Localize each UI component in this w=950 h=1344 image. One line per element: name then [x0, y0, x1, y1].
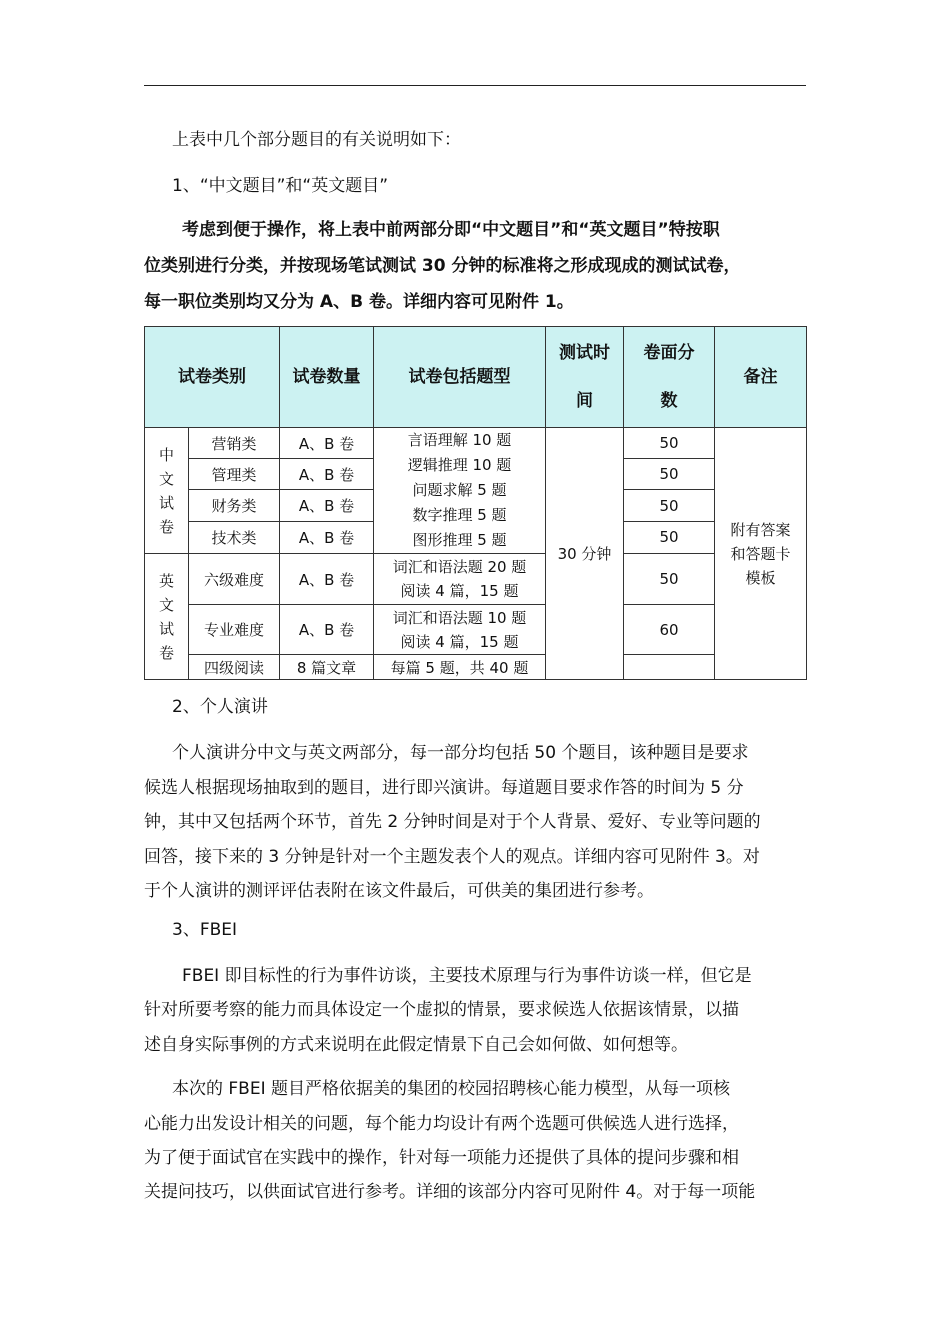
cell-cat: 技术类	[189, 521, 280, 553]
note-text: 附有答案和答题卡模板	[730, 520, 791, 587]
section-3-p1-line-2: 针对所要考察的能力而具体设定一个虚拟的情景，要求候选人依据该情景，以描	[144, 1000, 739, 1020]
cn-qtype: 言语理解 10 题	[407, 431, 512, 449]
section-2-title: 2、个人演讲	[172, 697, 268, 717]
cell-score: 50	[624, 490, 715, 521]
section-2-line-1: 个人演讲分中文与英文两部分，每一部分均包括 50 个题目，该种题目是要求	[172, 743, 749, 763]
group-cn-text: 中文试卷	[158, 445, 174, 536]
cell-score: 60	[624, 605, 715, 655]
table-row	[145, 655, 807, 680]
intro-text: 上表中几个部分题目的有关说明如下：	[172, 130, 461, 150]
header-rule	[144, 85, 806, 86]
cn-qtype: 图形推理 5 题	[412, 531, 507, 549]
cell-cat: 管理类	[189, 459, 280, 490]
header-time-text: 测试时间	[559, 343, 610, 411]
cell-count: A、B 卷	[280, 554, 374, 605]
en-qtype: 词汇和语法题 20 题	[392, 558, 527, 576]
header-count: 试卷数量	[280, 327, 374, 428]
cell-note	[715, 428, 807, 680]
section-1-line-3: 每一职位类别均又分为 A、B 卷。详细内容可见附件 1。	[144, 292, 574, 312]
header-qtypes: 试卷包括题型	[374, 327, 546, 428]
group-cn	[145, 428, 189, 554]
section-1-line-2: 位类别进行分类，并按现场笔试测试 30 分钟的标准将之形成现成的测试试卷，	[144, 256, 741, 276]
cell-score: 50	[624, 554, 715, 605]
cell-cat: 六级难度	[189, 554, 280, 605]
cn-qtype: 问题求解 5 题	[412, 481, 507, 499]
cell-count: A、B 卷	[280, 459, 374, 490]
section-3-title: 3、FBEI	[172, 920, 238, 940]
en-qtype: 词汇和语法题 10 题	[392, 608, 527, 627]
section-3-p2-line-1: 本次的 FBEI 题目严格依据美的集团的校园招聘核心能力模型，从每一项核	[172, 1079, 731, 1099]
section-1-title: 1、“中文题目”和“英文题目”	[172, 176, 389, 196]
table-row	[145, 428, 807, 459]
cell-count: A、B 卷	[280, 605, 374, 655]
section-3-p2-line-2: 心能力出发设计相关的问题，每个能力均设计有两个选题可供候选人进行选择，	[144, 1114, 739, 1134]
cell-qtypes	[374, 605, 546, 655]
cell-score: 50	[624, 459, 715, 490]
section-2-line-2: 候选人根据现场抽取到的题目，进行即兴演讲。每道题目要求作答的时间为 5 分	[144, 778, 744, 798]
cell-count: A、B 卷	[280, 490, 374, 521]
header-score-text: 卷面分数	[643, 343, 695, 411]
cell-count: A、B 卷	[280, 521, 374, 553]
table-row	[145, 605, 807, 655]
group-en-text: 英文试卷	[158, 571, 174, 662]
cell-count: 8 篇文章	[280, 655, 374, 680]
en-qtype: 阅读 4 篇，15 题	[400, 632, 519, 651]
section-2-line-4: 回答，接下来的 3 分钟是针对一个主题发表个人的观点。详细内容可见附件 3。对	[144, 847, 760, 867]
cell-qtypes: 每篇 5 题，共 40 题	[374, 655, 546, 680]
cell-score: 50	[624, 521, 715, 553]
section-3-p2-line-3: 为了便于面试官在实践中的操作，针对每一项能力还提供了具体的提问步骤和相	[144, 1148, 739, 1168]
cell-score	[624, 655, 715, 680]
section-1-line-1: 考虑到便于操作，将上表中前两部分即“中文题目”和“英文题目”特按职	[182, 220, 720, 240]
cn-qtype: 数字推理 5 题	[412, 506, 507, 524]
cell-cat: 四级阅读	[189, 655, 280, 680]
section-2-line-5: 于个人演讲的测评评估表附在该文件最后，可供美的集团进行参考。	[144, 881, 654, 901]
cell-count: A、B 卷	[280, 428, 374, 459]
header-time	[546, 327, 624, 428]
cell-score: 50	[624, 428, 715, 459]
cell-cat: 财务类	[189, 490, 280, 521]
header-score	[624, 327, 715, 428]
header-type: 试卷类别	[145, 327, 280, 428]
cn-qtype: 逻辑推理 10 题	[407, 456, 512, 474]
en-qtype: 阅读 4 篇，15 题	[400, 582, 519, 600]
cell-qtypes	[374, 554, 546, 605]
table-header-row	[145, 327, 807, 428]
section-3-p1-line-1: FBEI 即目标性的行为事件访谈，主要技术原理与行为事件访谈一样，但它是	[182, 966, 752, 986]
section-3-p2-line-4: 关提问技巧，以供面试官进行参考。详细的该部分内容可见附件 4。对于每一项能	[144, 1182, 756, 1202]
cell-cat: 营销类	[189, 428, 280, 459]
header-note: 备注	[715, 327, 807, 428]
cell-cat: 专业难度	[189, 605, 280, 655]
cell-cn-qtypes	[374, 428, 546, 554]
cell-time: 30 分钟	[546, 428, 624, 680]
exam-table	[144, 326, 807, 680]
table-row	[145, 554, 807, 605]
section-2-line-3: 钟，其中又包括两个环节，首先 2 分钟时间是对于个人背景、爱好、专业等问题的	[144, 812, 761, 832]
section-3-p1-line-3: 述自身实际事例的方式来说明在此假定情景下自己会如何做、如何想等。	[144, 1035, 688, 1055]
group-en	[145, 554, 189, 680]
